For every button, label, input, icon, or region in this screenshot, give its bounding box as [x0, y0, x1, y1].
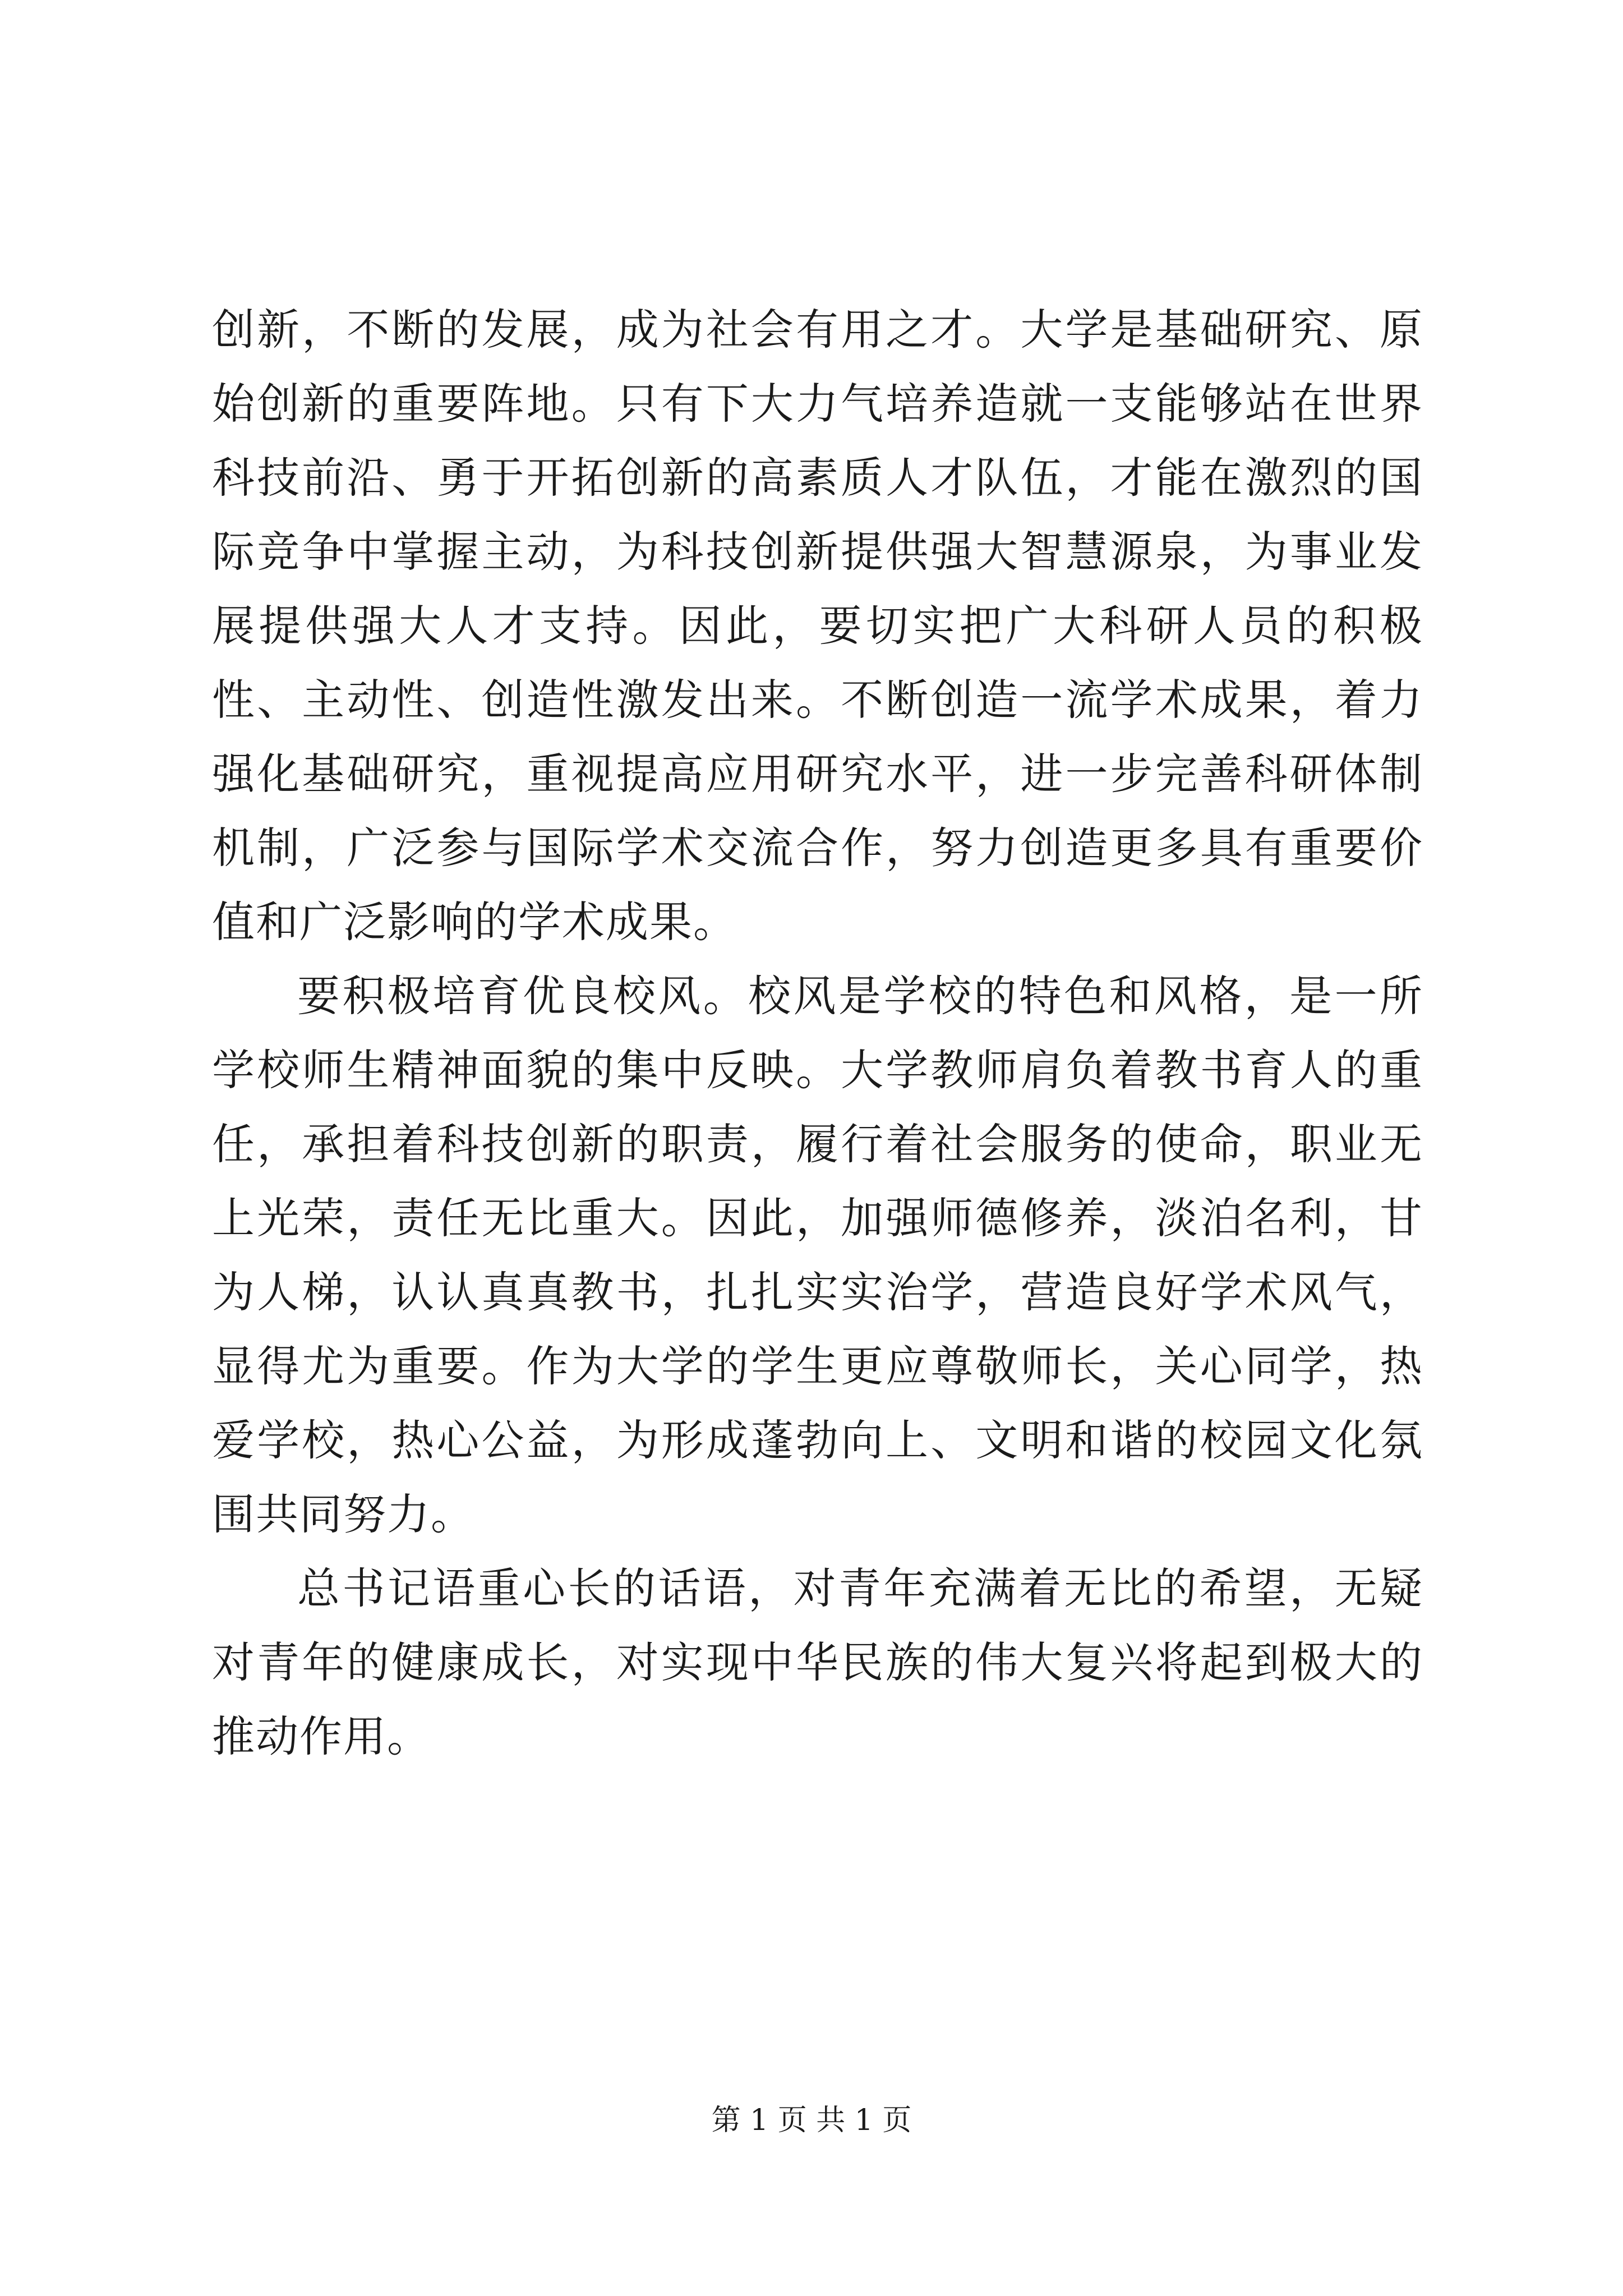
paragraph-3: 总书记语重心长的话语，对青年充满着无比的希望，无疑对青年的健康成长，对实现中华民族的伟大复兴将起到极大的推动作用。 [212, 1563, 1423, 1761]
page-footer: 第 1 页 共 1 页 [711, 2104, 912, 2137]
document-body [212, 293, 1423, 1774]
paragraph-2: 要积极培育优良校风。校风是学校的特色和风格，是一所学校师生精神面貌的集中反映。大学教师肩负着教书育人的重任，承担着科技创新的职责，履行着社会服务的使命，职业无上光荣，责任无比重大。因此，加强师德修养，淡泊名利，甘为人梯，认认真真教书，扎扎实实治学，营造良好学术风气，显得尤为重要。作为大学的学生更应尊敬师长，关心同学，热爱学校，热心公益，为形成蓬勃向上、文明和谐的校园文化氛围共同努力。 [212, 971, 1423, 1539]
paragraph-1: 创新，不断的发展，成为社会有用之才。大学是基础研究、原始创新的重要阵地。只有下大力气培养造就一支能够站在世界科技前沿、勇于开拓创新的高素质人才队伍，才能在激烈的国际竞争中掌握主动，为科技创新提供强大智慧源泉，为事业发展提供强大人才支持。因此，要切实把广大科研人员的积极性、主动性、创造性激发出来。不断创造一流学术成果，着力强化基础研究，重视提高应用研究水平，进一步完善科研体制机制，广泛参与国际学术交流合作，努力创造更多具有重要价值和广泛影响的学术成果。 [212, 305, 1423, 947]
